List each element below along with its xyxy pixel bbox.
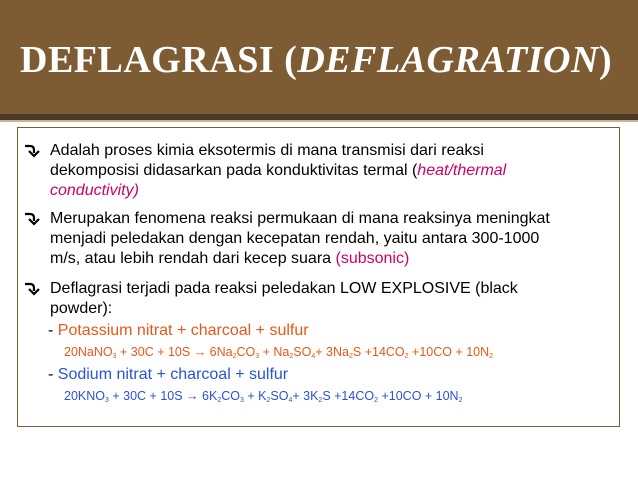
bullet-1-line-3: conductivity) [50,182,139,199]
sub-item-potassium: - Potassium nitrat + charcoal + sulfur [48,322,309,339]
equation-1: 20NaNO$_3$ + $30C + 10S \to 6Na_2CO_3 + Na_2SO_4+ 3Na_2S +14CO_2 +10CO + 10N_2$ [64,345,494,360]
bullet-2-line-1: Merupakan fenomena reaksi permukaan di mana reaksinya meningkat [50,210,550,227]
bullet-3-line-2: powder): [50,300,113,317]
bullet-1-line-1: Adalah proses kimia eksotermis di mana transmisi dari reaksi [50,142,484,159]
arrow-bullet-icon [22,142,40,160]
arrow-bullet-icon [22,210,40,228]
bullet-2-line-3: m/s, atau lebih rendah dari kecep suara (subsonic) [50,250,410,267]
bullet-1-line-2: dekomposisi didasarkan pada konduktivitas termal (heat/thermal [50,162,507,179]
arrow-bullet-icon [22,280,40,298]
slide-title: DEFLAGRASI (DEFLAGRATION) [20,39,613,81]
title-bar [0,0,638,114]
bullet-3-line-1: Deflagrasi terjadi pada reaksi peledakan LOW EXPLOSIVE (black [50,280,518,297]
title-divider-thin [0,120,638,122]
equation-2: $20KNO_3 + 30C + 10S \to 6K_2CO_3 + K_2SO_4+ 3K_2S +14CO_2 +10CO + 10N_2$ [64,389,463,404]
bullet-2-line-2: menjadi peledakan dengan kecepatan rendah, yaitu antara 300-1000 [50,230,540,247]
sub-item-sodium: - Sodium nitrat + charcoal + sulfur [48,366,289,383]
